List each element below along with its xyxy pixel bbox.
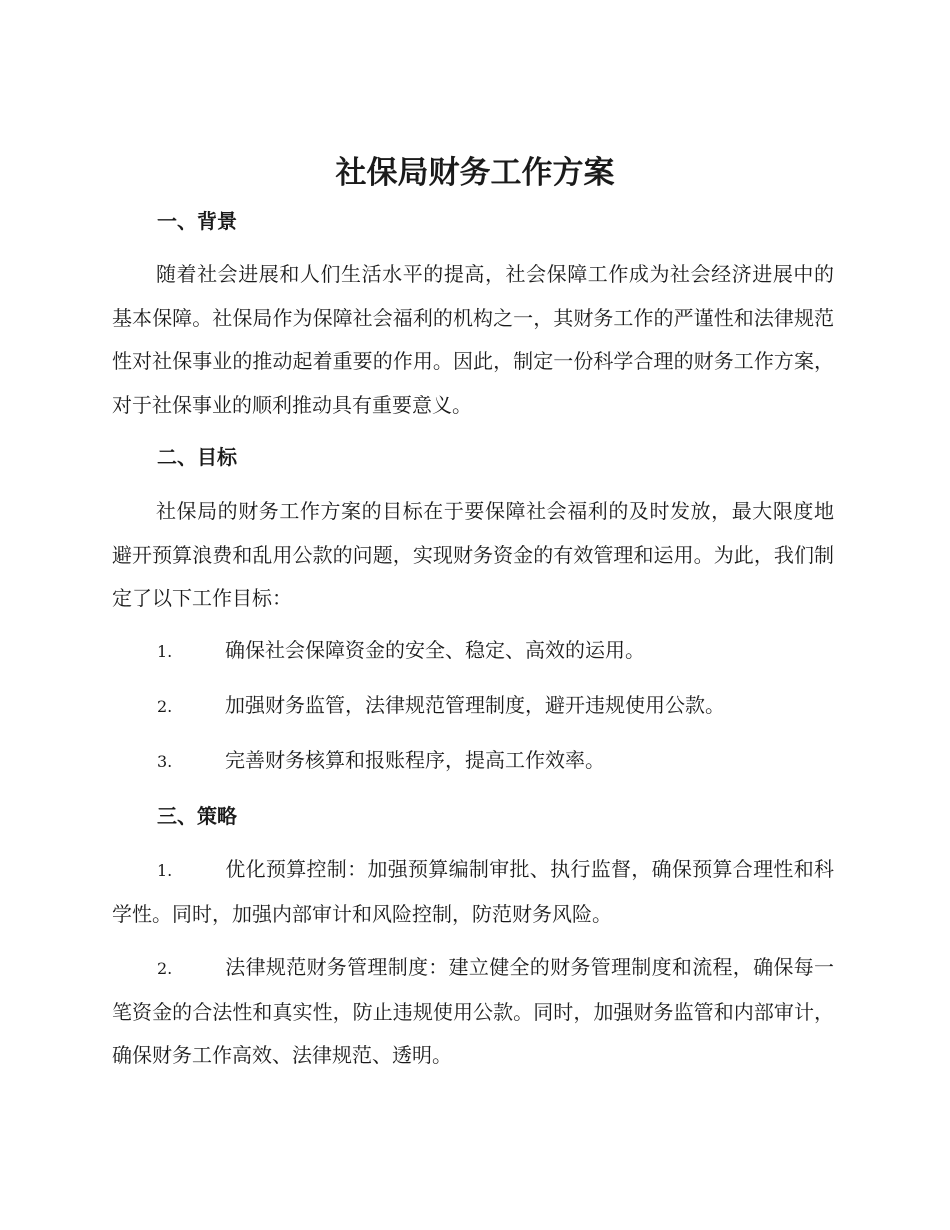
list-text: 法律规范财务管理制度：建立健全的财务管理制度和流程，确保每一笔资金的合法性和真实性，防止违规使用公款。同时，加强财务监管和内部审计，确保财务工作高效、法律规范、透明。: [112, 955, 834, 1067]
goal-list-item: [112, 739, 834, 784]
document-title: 社保局财务工作方案: [335, 155, 615, 191]
list-number: 1.: [157, 861, 173, 880]
section-heading-strategy: 三、策略: [157, 804, 237, 828]
list-number: 2.: [157, 697, 173, 716]
list-number: 1.: [157, 642, 173, 661]
background-paragraph: 随着社会进展和人们生活水平的提高，社会保障工作成为社会经济进展中的基本保障。社保局作为保障社会福利的机构之一，其财务工作的严谨性和法律规范性对社保事业的推动起着重要的作用。因此，制定一份科学合理的财务工作方案，对于社保事业的顺利推动具有重要意义。: [112, 262, 834, 417]
strategy-list-item: [112, 946, 834, 1078]
goal-list-item: [112, 684, 834, 729]
list-number: 3.: [157, 752, 173, 771]
list-number: 2.: [157, 959, 173, 978]
list-text: 完善财务核算和报账程序，提高工作效率。: [225, 748, 605, 772]
strategy-list-item: [112, 848, 834, 936]
goal-list-item: [112, 629, 834, 674]
list-text: 确保社会保障资金的安全、稳定、高效的运用。: [225, 638, 645, 662]
goals-paragraph: 社保局的财务工作方案的目标在于要保障社会福利的及时发放，最大限度地避开预算浪费和乱用公款的问题，实现财务资金的有效管理和运用。为此，我们制定了以下工作目标：: [112, 499, 834, 610]
list-text: 加强财务监管，法律规范管理制度，避开违规使用公款。: [225, 693, 725, 717]
list-text: 优化预算控制：加强预算编制审批、执行监督，确保预算合理性和科学性。同时，加强内部审计和风险控制，防范财务风险。: [112, 857, 834, 926]
section-heading-goals: 二、目标: [157, 445, 237, 469]
section-heading-background: 一、背景: [157, 209, 237, 233]
